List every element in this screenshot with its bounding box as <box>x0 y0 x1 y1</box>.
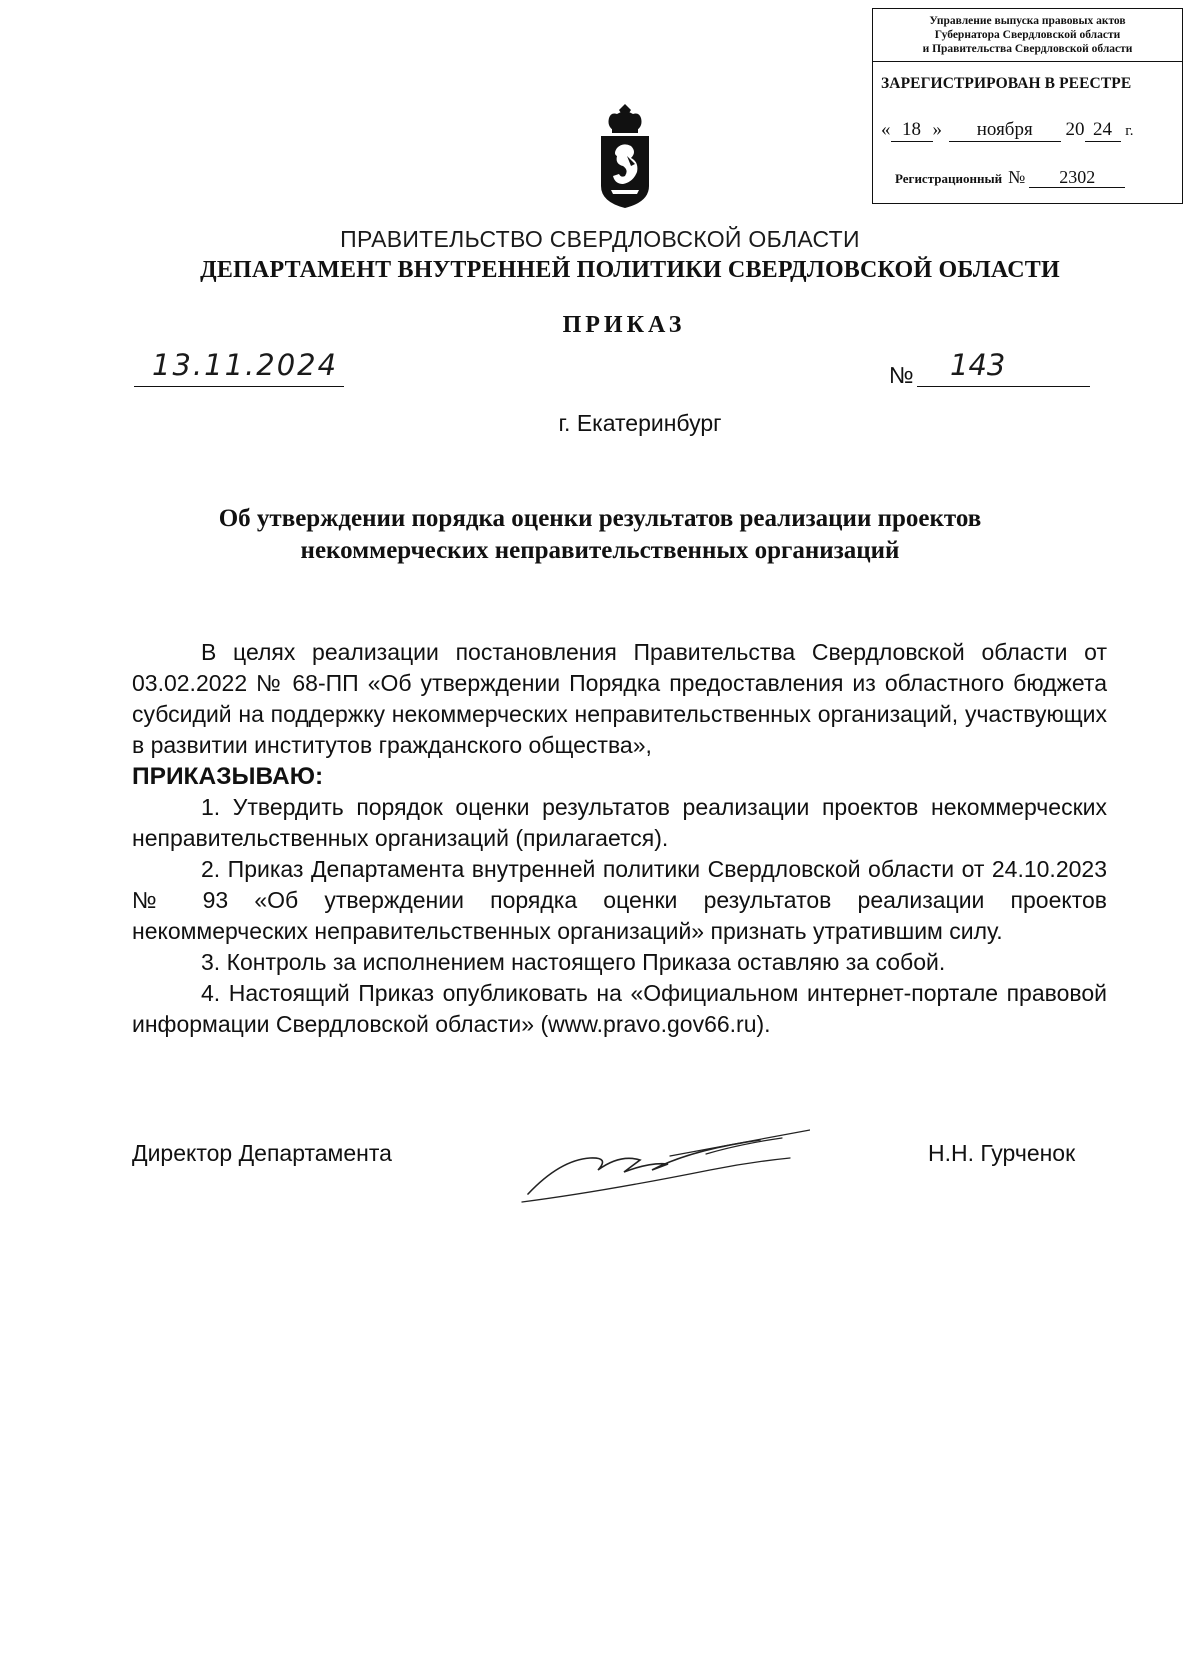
department-name: ДЕПАРТАМЕНТ ВНУТРЕННЕЙ ПОЛИТИКИ СВЕРДЛОВСКОЙ ОБЛАСТИ <box>200 257 1060 283</box>
stamp-quote-open: « <box>881 119 891 140</box>
stamp-registration <box>895 167 1125 188</box>
order-word: ПРИКАЗЫВАЮ: <box>132 763 324 790</box>
intro-paragraph: В целях реализации постановления Правительства Свердловской области от 03.02.2022 № 68-ПП «Об утверждении Порядка предоставления из областного бюджета субсидий на поддержку некоммерческих неправительственных организаций, участвующих в развитии институтов гражданского общества», <box>132 639 1107 758</box>
stamp-title: ЗАРЕГИСТРИРОВАН В РЕЕСТРЕ <box>881 75 1132 92</box>
document-title-line: некоммерческих неправительственных организаций <box>300 537 900 564</box>
stamp-header <box>873 9 1182 62</box>
order-item: 4. Настоящий Приказ опубликовать на «Официальном интернет-портале правовой информации Свердловской области» (www.pravo.gov66.ru). <box>132 980 1107 1037</box>
signatory-position: Директор Департамента <box>132 1140 392 1166</box>
city: г. Екатеринбург <box>558 410 722 436</box>
number-underline <box>917 386 1090 387</box>
order-number: 143 <box>950 348 1006 382</box>
date-underline <box>134 386 344 387</box>
order-item: 2. Приказ Департамента внутренней политики Свердловской области от 24.10.2023 № 93 «Об утверждении порядка оценки результатов реализации проектов некоммерческих неправительственных организаций» признать утратившим силу. <box>132 856 1107 944</box>
stamp-year-abbr: г. <box>1125 123 1134 139</box>
handwritten-signature <box>520 1110 810 1205</box>
document-body <box>132 637 1107 1040</box>
document-title <box>0 503 1200 567</box>
stamp-reg-no-sign: № <box>1008 167 1026 187</box>
document-type: ПРИКАЗ <box>562 312 686 338</box>
stamp-day: 18 <box>891 119 933 142</box>
government-name: ПРАВИТЕЛЬСТВО СВЕРДЛОВСКОЙ ОБЛАСТИ <box>340 226 860 252</box>
stamp-year-suffix: 24 <box>1085 119 1121 142</box>
stamp-header-line: и Правительства Свердловской области <box>922 43 1133 55</box>
order-item: 3. Контроль за исполнением настоящего Приказа оставляю за собой. <box>201 949 946 975</box>
order-item: 1. Утвердить порядок оценки результатов реализации проектов некоммерческих неправительственных организаций (прилагается). <box>132 794 1107 851</box>
order-number-label: № <box>889 362 914 388</box>
stamp-year-prefix: 20 <box>1065 119 1085 140</box>
stamp-header-line: Управление выпуска правовых актов <box>929 15 1126 27</box>
signatory-name: Н.Н. Гурченок <box>928 1140 1076 1166</box>
coat-of-arms-icon <box>597 104 653 208</box>
stamp-quote-close: » <box>932 119 942 140</box>
stamp-date <box>881 119 1133 142</box>
stamp-reg-label: Регистрационный <box>895 171 1003 186</box>
stamp-reg-number: 2302 <box>1029 167 1125 188</box>
order-date: 13.11.2024 <box>152 348 339 382</box>
stamp-month: ноября <box>949 119 1061 142</box>
stamp-header-line: Губернатора Свердловской области <box>934 29 1121 41</box>
registration-stamp <box>872 8 1183 204</box>
document-title-line: Об утверждении порядка оценки результатов реализации проектов <box>218 505 982 532</box>
